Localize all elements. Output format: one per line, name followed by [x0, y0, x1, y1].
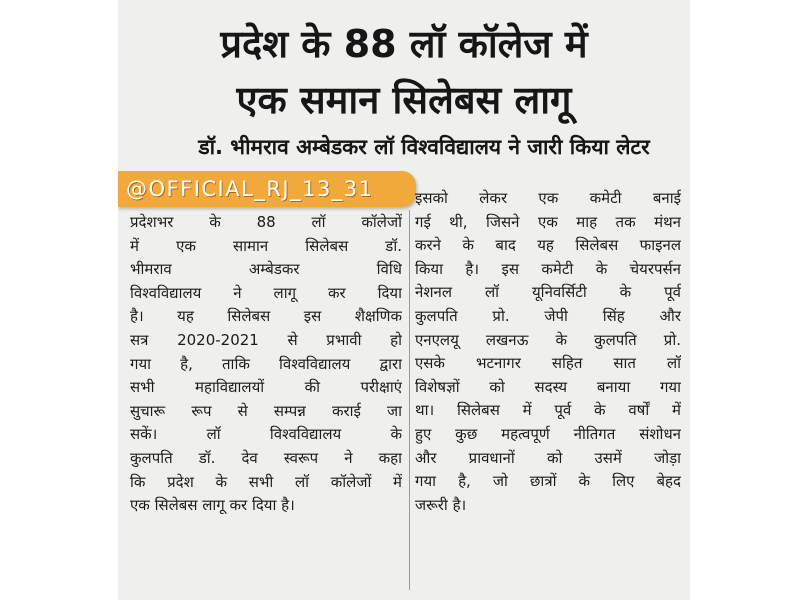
article-line: हुए कुछ महत्वपूर्ण नीतिगत संशोधन: [415, 424, 681, 443]
watermark-handle-text: @OFFICIAL_RJ_13_31: [126, 177, 374, 201]
article-line: सुचारू रूप से सम्पन्न कराई जा: [130, 401, 402, 420]
watermark-handle-banner: [118, 171, 416, 207]
article-line: कुलपति प्रो. जेपी सिंह और: [415, 306, 681, 325]
subheadline: डॉ. भीमराव अम्बेडकर लॉ विश्वविद्यालय ने जारी किया लेटर: [198, 135, 650, 159]
headline-line-1: प्रदेश के 88 लॉ कॉलेज में: [220, 22, 588, 66]
article-line: है। यह सिलेबस इस शैक्षणिक: [130, 307, 402, 326]
article-line: जरूरी है।: [415, 495, 467, 514]
article-line: एक सिलेबस लागू कर दिया है।: [130, 496, 295, 515]
article-line: में एक सामान सिलेबस डॉ.: [130, 236, 402, 255]
article-line: विशेषज्ञों को सदस्य बनाया गया: [415, 377, 681, 396]
article-line: नेशनल लॉ यूनिवर्सिटी के पूर्व: [415, 283, 681, 302]
article-line: भीमराव अम्बेडकर विधि: [130, 260, 402, 279]
article-left-column: [130, 211, 402, 518]
article-line: एसके भटनागर सहित सात लॉ: [415, 354, 681, 373]
article-line: था। सिलेबस में पूर्व के वर्षों में: [415, 401, 681, 420]
article-line: कि प्रदेश के सभी लॉ कॉलेजों में: [130, 472, 402, 491]
article-line: किया है। इस कमेटी के चेयरपर्सन: [415, 259, 681, 278]
article-line: सत्र 2020-2021 से प्रभावी हो: [130, 330, 402, 349]
article-line: और प्रावधानों को उसमें जोड़ा: [415, 448, 681, 467]
article-line: सकें। लॉ विश्वविद्यालय के: [130, 425, 402, 444]
article-line: गई थी, जिसने एक माह तक मंथन: [415, 212, 681, 231]
article-line: प्रदेशभर के 88 लॉ कॉलेजों: [130, 213, 402, 231]
article-line: एनएलयू लखनऊ के कुलपति प्रो.: [415, 330, 681, 349]
article-line: इसको लेकर एक कमेटी बनाई: [415, 189, 681, 207]
headline-line-2: एक समान सिलेबस लागू: [236, 78, 572, 122]
article-right-column: [415, 187, 681, 517]
article-line: गया है, जो छात्रों के लिए बेहद: [415, 472, 681, 491]
newspaper-clipping: [118, 0, 690, 600]
article-line: सभी महाविद्यालयों की परीक्षाएं: [130, 378, 402, 397]
article-line: गया है, ताकि विश्वविद्यालय द्वारा: [130, 354, 402, 373]
article-line: विश्वविद्यालय ने लागू कर दिया: [130, 283, 402, 302]
column-divider: [409, 210, 410, 590]
article-line: कुलपति डॉ. देव स्वरूप ने कहा: [130, 448, 402, 467]
article-line: करने के बाद यह सिलेबस फाइनल: [415, 236, 681, 255]
